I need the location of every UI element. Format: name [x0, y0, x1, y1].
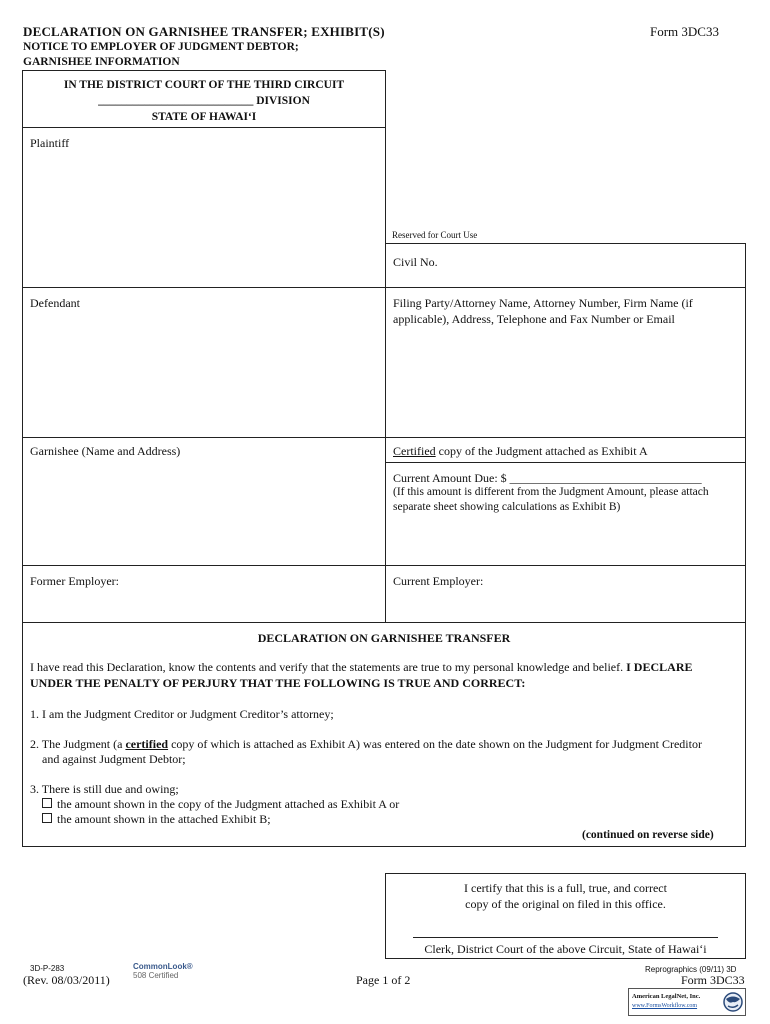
current-employer-field[interactable] — [387, 588, 743, 620]
checkbox-exhibit-b[interactable] — [42, 813, 52, 823]
alnet-name: American LegalNet, Inc. — [632, 993, 701, 1000]
garnishee-field[interactable] — [23, 460, 385, 560]
form-code: 3D-P-283 — [30, 964, 65, 973]
current-amount-due[interactable]: Current Amount Due: $ ________________________________ — [393, 471, 702, 485]
intro-statement: I have read this Declaration, know the contents and verify that the statements are true to my personal knowledge and belief. — [30, 660, 627, 674]
employer-row-line — [22, 565, 746, 566]
declaration-top-line — [22, 622, 746, 623]
defendant-label: Defendant — [30, 296, 80, 310]
option-exhibit-a-label: the amount shown in the copy of the Judgment attached as Exhibit A or — [57, 797, 400, 811]
plaintiff-label: Plaintiff — [30, 136, 70, 150]
civil-no-field[interactable] — [440, 250, 740, 280]
declaration-title: DECLARATION ON GARNISHEE TRANSFER — [257, 631, 511, 645]
former-employer-label: Former Employer: — [30, 574, 119, 588]
amount-note-line-2: separate sheet showing calculations as Exhibit B) — [393, 501, 621, 513]
reserved-court-use-label: Reserved for Court Use — [392, 230, 478, 240]
option-exhibit-a[interactable] — [42, 797, 399, 812]
commonlook-certified: 508 Certified — [133, 971, 179, 980]
document-title: DECLARATION ON GARNISHEE TRANSFER; EXHIBIT(S) — [23, 24, 385, 39]
declaration-item-2 — [30, 737, 702, 752]
plaintiff-field[interactable] — [23, 146, 385, 286]
option-exhibit-b[interactable] — [42, 812, 271, 827]
declaration-bottom-line — [22, 846, 746, 847]
filing-party-field[interactable] — [387, 330, 743, 435]
right-border — [745, 243, 746, 846]
continued-note: (continued on reverse side) — [582, 829, 714, 841]
amount-note-line-1: (If this amount is different from the Judgment Amount, please attach — [393, 486, 709, 498]
amount-row-line — [386, 462, 746, 463]
page-number: Page 1 of 2 — [356, 973, 411, 987]
garnishee-label: Garnishee (Name and Address) — [30, 444, 181, 458]
column-divider — [385, 128, 386, 622]
certified-word: Certified — [393, 444, 436, 458]
filing-party-label-1: Filing Party/Attorney Name, Attorney Number, Firm Name (if — [393, 296, 693, 310]
reprographics-code: Reprographics (09/11) 3D — [645, 965, 737, 974]
option-exhibit-b-label: the amount shown in the attached Exhibit B; — [57, 812, 271, 826]
civil-no-top-line — [386, 243, 746, 244]
filing-party-label-2: applicable), Address, Telephone and Fax Number or Email — [393, 312, 675, 326]
certified-copy-note — [393, 444, 648, 459]
footer-form-number: Form 3DC33 — [681, 973, 745, 987]
clerk-signature-line[interactable] — [413, 937, 718, 938]
alnet-globe-icon — [722, 990, 744, 1014]
checkbox-exhibit-a[interactable] — [42, 798, 52, 808]
declaration-intro-line-1 — [30, 660, 693, 675]
form-number: Form 3DC33 — [650, 24, 719, 39]
item2-rest: copy of which is attached as Exhibit A) was entered on the date shown on the Judgment for Judgment Creditor — [168, 737, 702, 751]
declaration-intro-line-2: UNDER THE PENALTY OF PERJURY THAT THE FOLLOWING IS TRUE AND CORRECT: — [30, 676, 526, 690]
court-division[interactable]: ___________________________ DIVISION — [98, 95, 310, 107]
revision-date: (Rev. 08/03/2011) — [23, 973, 110, 987]
certify-line-1: I certify that this is a full, true, and correct — [464, 881, 667, 895]
certified-copy-text: copy of the Judgment attached as Exhibit A — [435, 444, 648, 458]
item2-start: 2. The Judgment (a — [30, 737, 126, 751]
certify-line-2: copy of the original on filed in this office. — [465, 897, 666, 911]
item2-certified: certified — [125, 737, 169, 751]
former-employer-field[interactable] — [23, 588, 385, 620]
defendant-field[interactable] — [23, 310, 385, 435]
declaration-item-3: 3. There is still due and owing; — [30, 782, 179, 796]
intro-declare: I DECLARE — [626, 660, 693, 674]
notice-line-1: NOTICE TO EMPLOYER OF JUDGMENT DEBTOR; — [23, 41, 299, 53]
court-state: STATE OF HAWAI‘I — [151, 111, 257, 123]
garnishee-row-line — [22, 437, 746, 438]
clerk-label: Clerk, District Court of the above Circuit, State of Hawai‘i — [424, 942, 707, 956]
defendant-row-line — [22, 287, 746, 288]
notice-line-2: GARNISHEE INFORMATION — [23, 56, 180, 68]
commonlook-logo: CommonLook® — [133, 962, 193, 971]
alnet-url[interactable]: www.FormsWorkflow.com — [632, 1003, 698, 1009]
declaration-item-2-cont: and against Judgment Debtor; — [42, 752, 186, 766]
civil-no-label: Civil No. — [393, 255, 438, 269]
court-name: IN THE DISTRICT COURT OF THE THIRD CIRCUIT — [63, 79, 345, 91]
current-employer-label: Current Employer: — [393, 574, 484, 588]
declaration-item-1: 1. I am the Judgment Creditor or Judgment Creditor’s attorney; — [30, 707, 334, 721]
